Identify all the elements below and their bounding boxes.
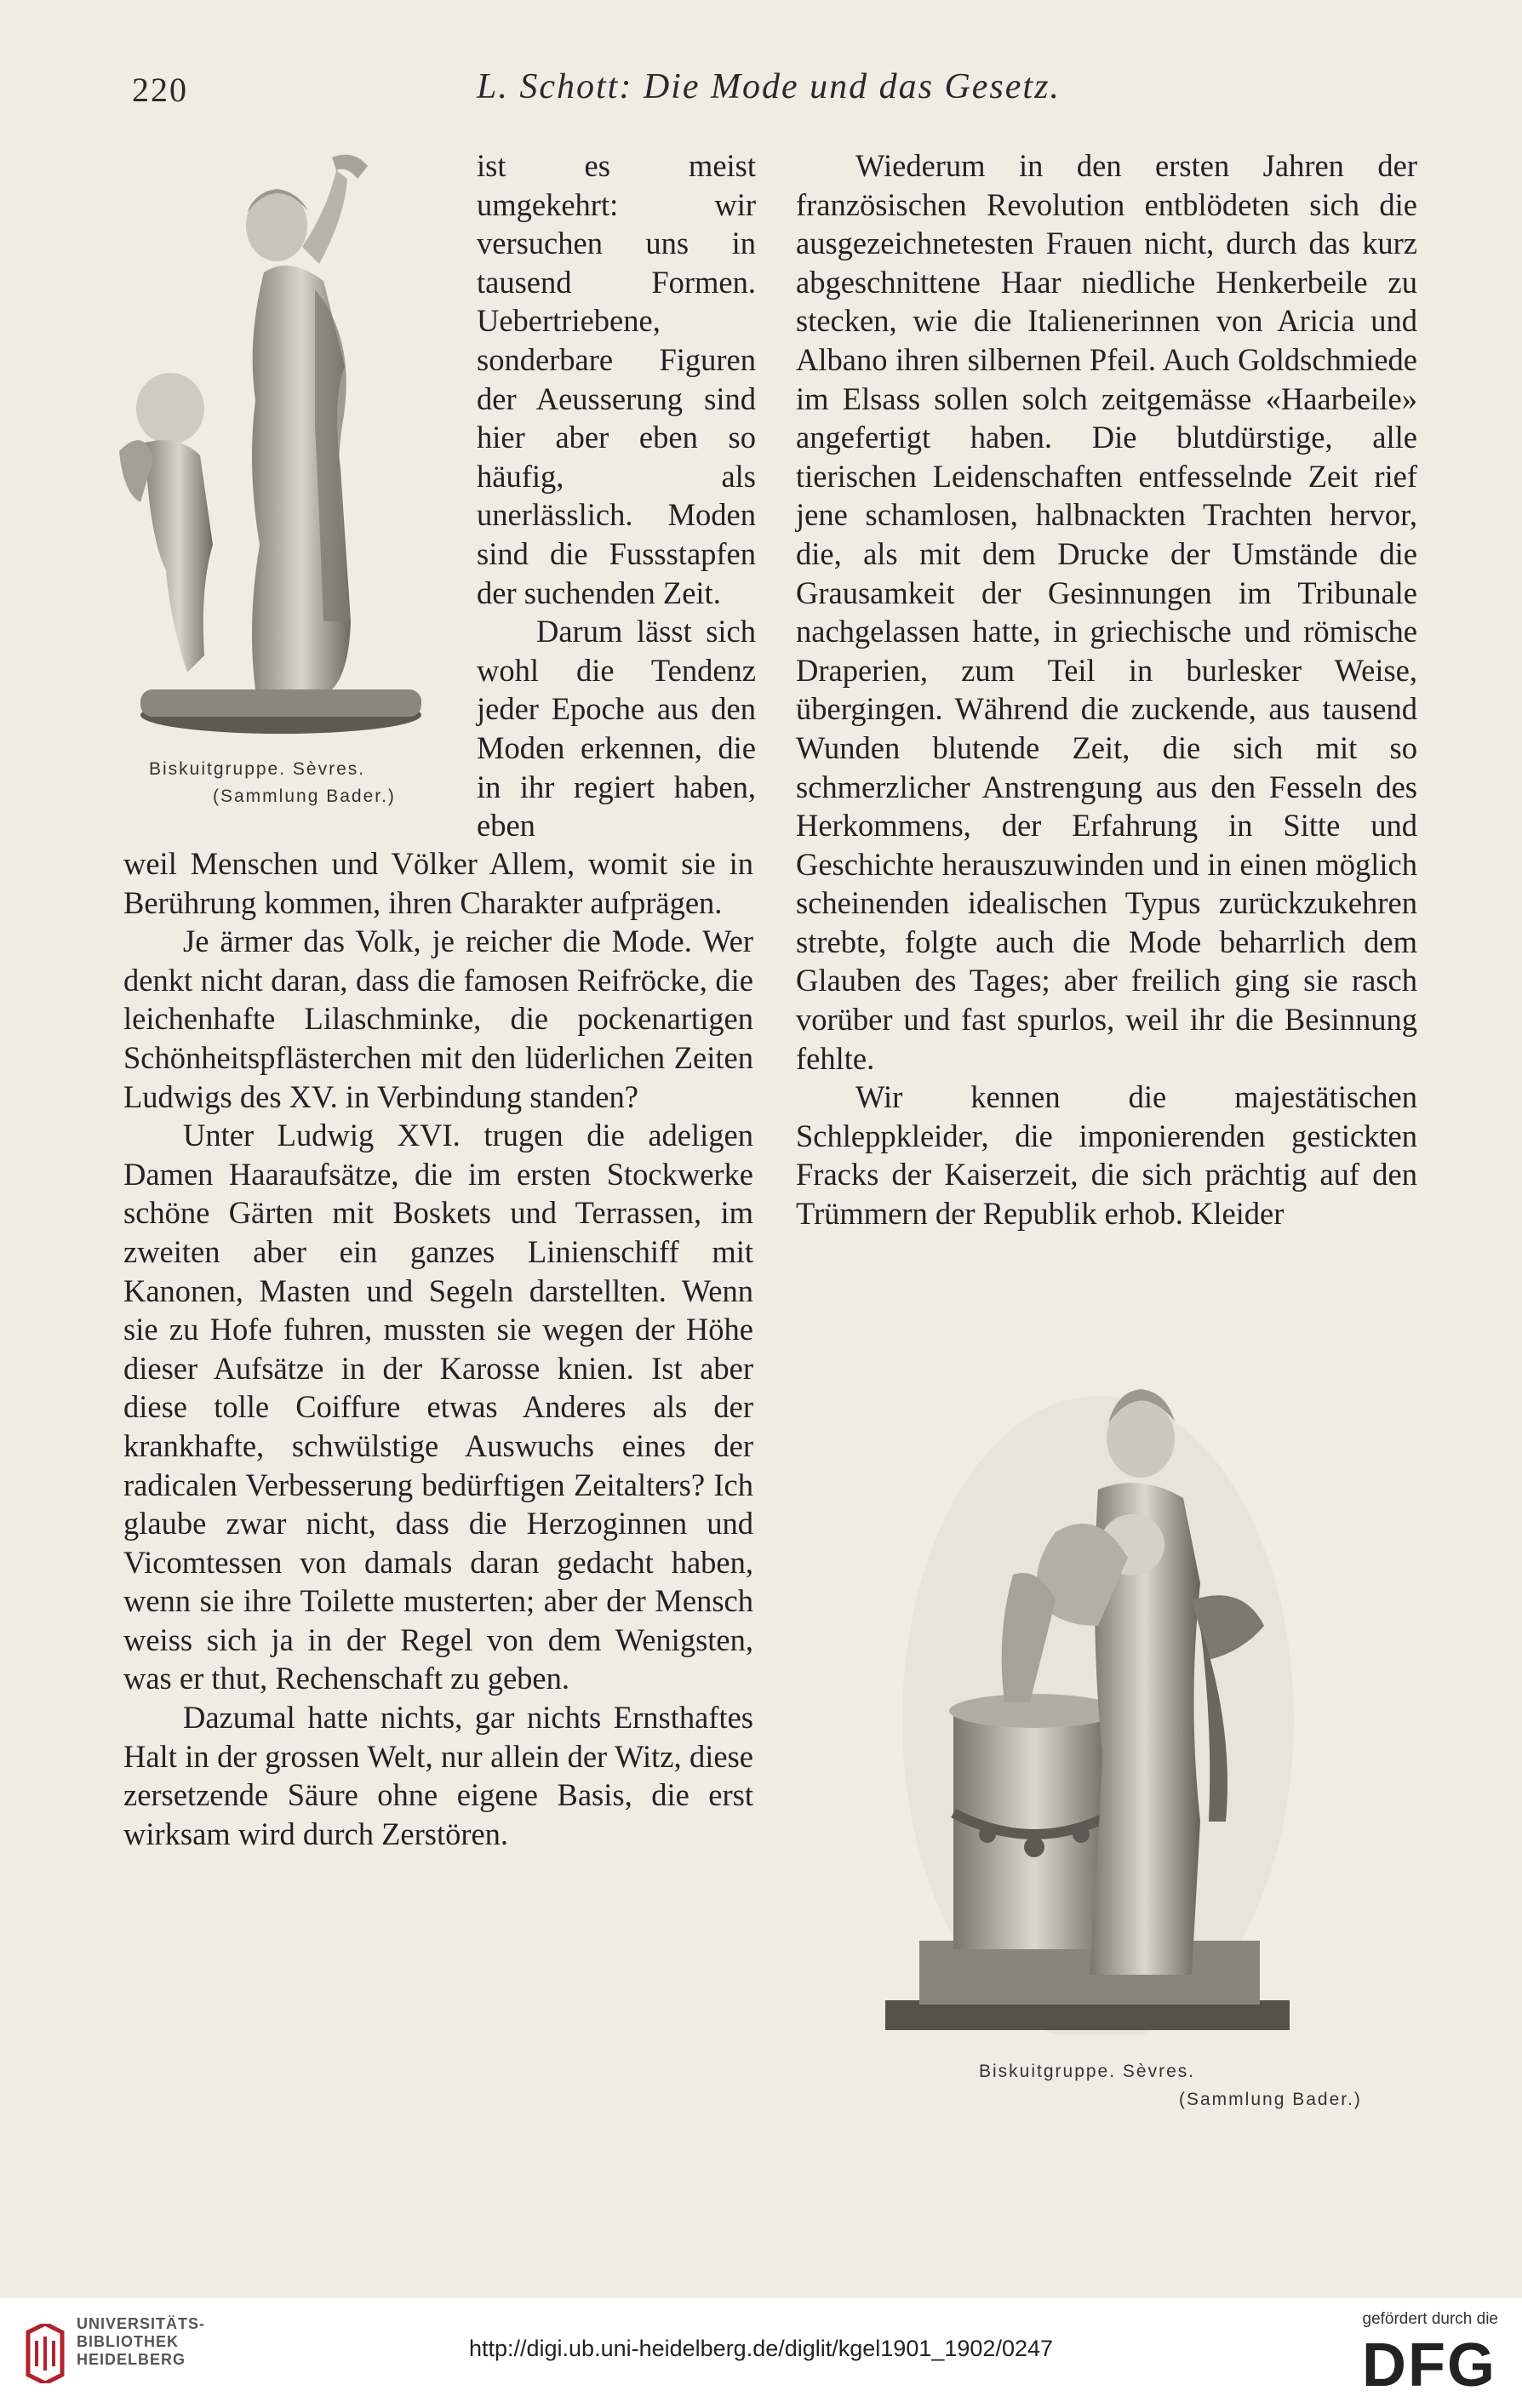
paragraph: Unter Ludwig XVI. trugen die adeligen Damen Haaraufsätze, die im ersten Stockwerke schöne Gärten mit Boskets und Terrassen, im zweiten aber ein ganzes Linienschiff mit Kanonen, Masten und Segeln darstellten. Wenn sie zu Hofe fuhren, mussten sie wegen der Höhe dieser Aufsätze in der Karosse knien. Ist aber diese tolle Coiffure etwas Anderes als der krankhafte, schwülstige Auswuchs eines der radicalen Verbesserung bedürftigen Zeitalters? Ich glaube zwar nicht, dass die Herzoginnen und Vicomtessen von damals daran gedacht haben, wenn sie ihre Toilette musterten; aber der Mensch weiss sich ja in der Regel von dem Wenigsten, was er thut, Rechenschaft zu geben. — [123, 1118, 753, 1696]
text-column-left-top — [477, 146, 756, 845]
text-column-left-bottom — [123, 844, 753, 1853]
text-column-right — [796, 146, 1417, 1233]
running-title: L. Schott: Die Mode und das Gesetz. — [477, 67, 1061, 106]
digitization-footer — [0, 2298, 1522, 2408]
figure-2-caption-line2: (Sammlung Bader.) — [1179, 2090, 1362, 2109]
figure-1-caption-line2: (Sammlung Bader.) — [213, 786, 396, 806]
library-name-line: HEIDELBERG — [77, 2351, 186, 2368]
paragraph: weil Menschen und Völker Allem, womit sie in Berührung kommen, ihren Charakter aufprägen. — [123, 846, 753, 920]
statue-illustration-2 — [885, 1345, 1294, 2034]
library-name-line: UNIVERSITÄTS- — [77, 2315, 206, 2332]
figure-sevres-group-2 — [885, 1345, 1294, 2034]
running-head — [0, 66, 1522, 117]
figure-sevres-group-1 — [119, 145, 434, 741]
paragraph: Wiederum in den ersten Jahren der französischen Revolution entblödeten sich die ausgezeichnetesten Frauen nicht, durch das kurz abgeschnittene Haar niedliche Henkerbeile zu stecken, wie die Italienerinnen von Aricia und Albano ihren silbernen Pfeil. Auch Goldschmiede im Elsass sollen solch zeitgemässe «Haarbeile» angefertigt haben. Die blutdürstige, alle tierischen Leidenschaften entfesselnde Zeit rief jene schamlosen, halbnackten Trachten hervor, die, als mit dem Drucke der Umstände die Grausamkeit der Gesinnungen im Tribunale nachgelassen hatte, in griechische und römische Draperien, zum Teil in burlesker Weise, übergingen. Während die zuckende, aus tausend Wunden blutende Zeit, die sich mit so schmerzlicher Anstrengung aus den Fesseln des Herkommens, der Erfahrung in Sitte und Geschichte herauszuwinden und in einen möglich scheinenden idealischen Typus zurückzukehren strebte, folgte auch die Mode beharrlich dem Glauben des Tages; aber freilich ging sie rasch vorüber und fast spurlos, weil ihr die Besinnung fehlte. — [796, 148, 1417, 1076]
source-url[interactable]: http://digi.ub.uni-heidelberg.de/diglit/kgel1901_1902/0247 — [468, 2336, 1054, 2361]
dfg-logo: DFG — [1362, 2331, 1496, 2399]
statue-illustration-1 — [119, 145, 434, 741]
paragraph: Dazumal hatte nichts, gar nichts Ernsthaftes Halt in der grossen Welt, nur allein der Witz, diese zersetzende Säure ohne eigene Basis, die erst wirksam wird durch Zerstören. — [123, 1700, 753, 1851]
library-name-line: BIBLIOTHEK — [77, 2333, 179, 2350]
page-number: 220 — [132, 71, 188, 109]
paragraph: Je ärmer das Volk, je reicher die Mode. Wer denkt nicht daran, dass die famosen Reifröcke, die leichenhafte Lilaschminke, die pockenartigen Schönheitspflästerchen mit den lüderlichen Zeiten Ludwigs des XV. in Verbindung standen? — [123, 924, 753, 1114]
funded-by-label: gefördert durch die — [1362, 2310, 1498, 2328]
paragraph: Darum lässt sich wohl die Tendenz jeder Epoche aus den Moden erkennen, die in ihr regiert haben, eben — [477, 614, 756, 844]
paragraph: ist es meist umgekehrt: wir versuchen uns in tausend Formen. Uebertriebene, sonderbare Figuren der Aeusserung sind hier aber eben so häufig, als unerlässlich. Moden sind die Fussstapfen der suchenden Zeit. — [477, 148, 756, 610]
figure-2-caption-line1: Biskuitgruppe. Sèvres. — [979, 2062, 1196, 2081]
paragraph: Wir kennen die majestätischen Schleppkleider, die imponierenden gestickten Fracks der Kaiserzeit, die sich prächtig auf den Trümmern der Republik erhob. Kleider — [796, 1079, 1417, 1232]
figure-1-caption-line1: Biskuitgruppe. Sèvres. — [149, 759, 366, 779]
